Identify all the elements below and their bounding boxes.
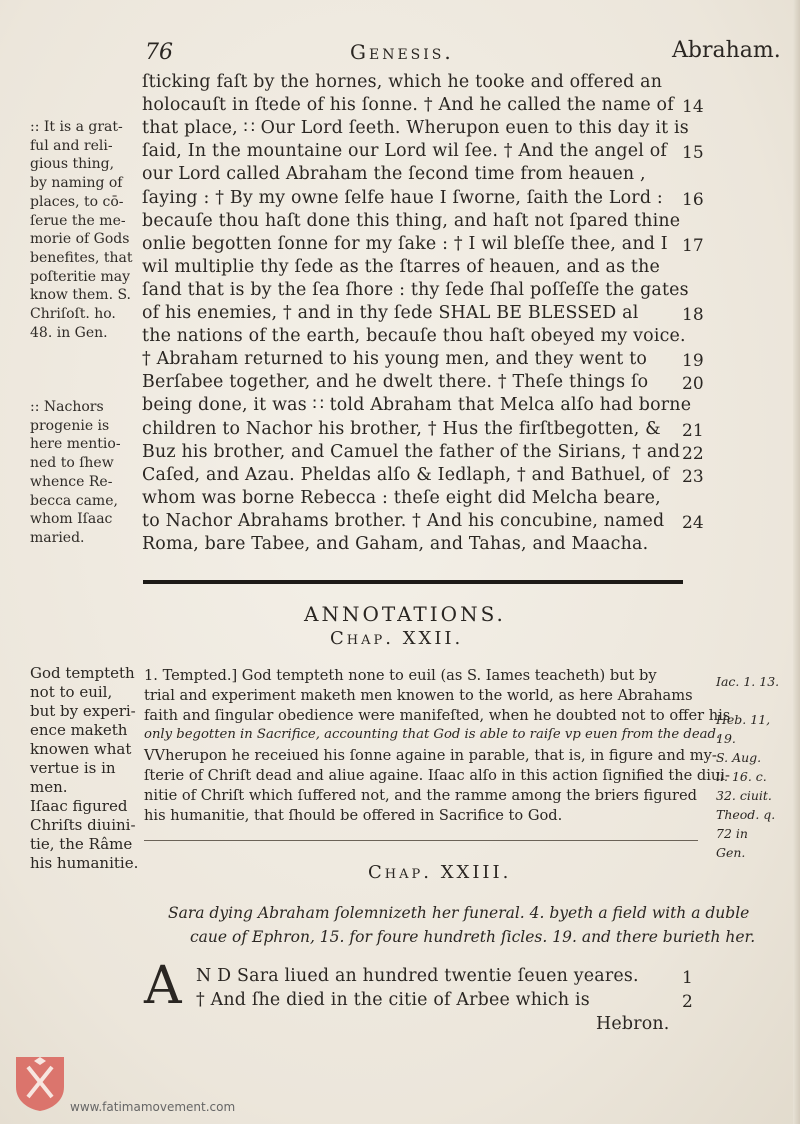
chapter-23-line-2: † And ſhe died in the citie of Arbee which is xyxy=(196,990,590,1010)
text-line: ſaid, In the mountaine our Lord wil ſee. † And the angel of xyxy=(142,141,668,162)
text-line: to Nachor Abrahams brother. † And his concubine, named xyxy=(142,510,665,531)
text-line: ſticking faſt by the hornes, which he tooke and offered an xyxy=(142,72,663,92)
text-line: ſaying : † By my owne ſelfe haue I ſworne, ſaith the Lord : xyxy=(142,187,663,208)
annotation-line: trial and experiment maketh men knowen to the world, as here Abrahams xyxy=(144,687,693,704)
text-line: that place, ∷ Our Lord ſeeth. Wherupon euen to this day it is xyxy=(142,118,689,139)
text-line: wil multiplie thy ſede as the ſtarres of heauen, and as the xyxy=(142,256,661,277)
section-divider xyxy=(143,580,683,584)
text-line: ſand that is by the ſea ſhore : thy ſede ſhal poſſeſſe the gates xyxy=(142,279,689,300)
annotation-line: only begotten in Sacrifice, accounting that God is able to raiſe vp euen from the dead. xyxy=(144,727,721,742)
page-number: 76 xyxy=(145,40,173,65)
verse-number: 18 xyxy=(682,305,704,325)
annotation-line: faith and ſingular obedience were manifeſted, when he doubted not to offer his xyxy=(144,707,731,724)
verse-number: 23 xyxy=(682,466,704,487)
papal-keys-seal-icon xyxy=(12,1053,68,1113)
chapter-23-line-3: Hebron. xyxy=(596,1014,670,1034)
verse-number: 19 xyxy=(682,351,704,372)
chapter-23-line-1: N D Sara liued an hundred twentie ſeuen yeares. xyxy=(196,966,639,986)
annotation-line: his humanitie, that ſhould be offered in Sacrifice to God. xyxy=(144,807,563,824)
verse-number: 16 xyxy=(682,189,704,210)
verse-number: 20 xyxy=(682,374,704,395)
text-line: onlie begotten ſonne for my ſake : † I wil bleſſe thee, and I xyxy=(142,233,668,254)
text-line: children to Nachor his brother, † Hus the firſtbegotten, & xyxy=(142,418,661,439)
text-line: becauſe thou haſt done this thing, and haſt not ſpared thine xyxy=(142,210,681,231)
annotation-line: VVherupon he receiued his ſonne againe in parable, that is, in figure and my- xyxy=(144,747,717,764)
chapter-23-heading: Chap. XXIII. xyxy=(368,862,512,883)
running-title: Genesis. xyxy=(350,40,454,64)
annotations-margin-note: God tempteth not to euil, but by experi- ence maketh knowen what vertue is in men. Iſaac figured Chriſts diuini- tie, the Râme his humanitie. xyxy=(30,664,139,872)
text-line: our Lord called Abraham the ſecond time from heauen , xyxy=(142,164,646,185)
verse-number: 2 xyxy=(682,992,693,1012)
text-line: Roma, bare Tabee, and Gaham, and Tahas, and Maacha. xyxy=(142,534,649,554)
text-line: holocauſt in ſtede of his ſonne. † And he called the name of xyxy=(142,95,674,116)
annotation-line: nitie of Chriſt which ſuffered not, and the ramme among the briers figured xyxy=(144,787,697,804)
text-line: Buz his brother, and Camuel the father of the Sirians, † and xyxy=(142,441,681,462)
text-line: Caſed, and Azau. Pheldas alſo & Iedlaph, † and Bathuel, of xyxy=(142,464,670,485)
verse-number: 21 xyxy=(682,420,704,441)
verse-number: 1 xyxy=(682,968,693,988)
page-edge xyxy=(793,0,800,1124)
verse-number: 14 xyxy=(682,97,704,118)
annotations-references: Iac. 1. 13. Heb. 11, 19. S. Aug. li. 16. c. 32. ciuit. Theod. q. 72 in Gen. xyxy=(716,674,780,860)
chapter-argument-line-1: Sara dying Abraham ſolemnizeth her funeral. 4. byeth a field with a duble xyxy=(168,904,750,922)
text-line: whom was borne Rebecca : theſe eight did Melcha beare, xyxy=(142,487,661,508)
text-line: of his enemies, † and in thy ſede SHAL BE BLESSED al xyxy=(142,303,639,323)
running-header-right: Abraham. xyxy=(672,38,781,63)
drop-cap-letter: A xyxy=(144,956,182,1016)
verse-number: 15 xyxy=(682,143,704,164)
margin-note-places: :: It is a grat- ful and reli- gious thing, by naming of places, to cō- ſerue the me- morie of Gods benefites, that poſteritie may know them. S. Chriſoſt. ho. 48. in Gen. xyxy=(30,119,133,341)
text-line: † Abraham returned to his young men, and they went to xyxy=(142,349,648,370)
verse-number: 24 xyxy=(682,512,704,533)
text-line: Berſabee together, and he dwelt there. † Theſe things ſo xyxy=(142,372,649,393)
text-line: being done, it was ∷ told Abraham that Melca alſo had borne xyxy=(142,395,692,416)
verse-number: 22 xyxy=(682,443,704,464)
verse-number: 17 xyxy=(682,235,704,256)
website-watermark[interactable]: www.fatimamovement.com xyxy=(70,1100,236,1114)
chapter-argument-line-2: caue of Ephron, 15. for foure hundreth ſicles. 19. and there burieth her. xyxy=(190,928,756,946)
text-line: the nations of the earth, becauſe thou haſt obeyed my voice. xyxy=(142,326,686,347)
annotation-line: ſterie of Chriſt dead and aliue againe. Iſaac alſo in this action ſignified the diui- xyxy=(144,767,730,784)
annotation-line: 1. Tempted.] God tempteth none to euil (as S. Iames teacheth) but by xyxy=(144,667,657,684)
margin-note-nachor: :: Nachors progenie is here mentio- ned to ſhew whence Re- becca came, whom Iſaac maried. xyxy=(30,399,121,546)
annotations-divider xyxy=(144,840,698,841)
annotations-heading: ANNOTATIONS. xyxy=(304,602,506,626)
annotations-chapter-heading: Chap. XXII. xyxy=(330,628,464,649)
